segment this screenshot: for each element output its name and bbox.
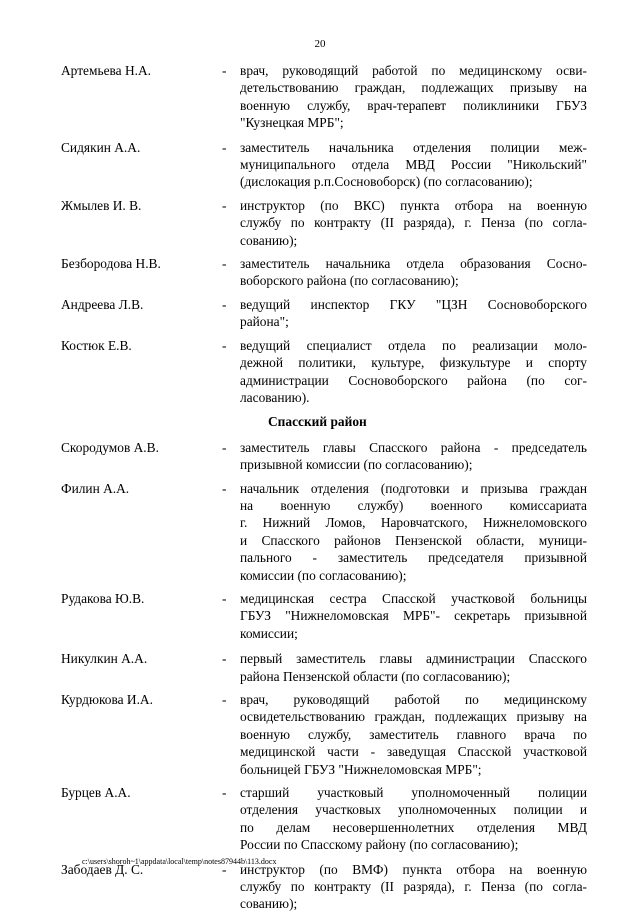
member-role [240,337,587,407]
role-line: первый заместитель главы администрации Спасского [240,651,587,667]
commission-member [0,691,640,778]
separator-dash: - [222,63,227,78]
member-name: Андреева Л.В. [61,296,144,312]
role-line: комиссии (по согласованию); [240,567,407,583]
role-line: ГБУЗ "Нижнеломовская МРБ"- секретарь призывной [240,608,587,624]
role-line: сованию); [240,232,298,248]
separator-dash: - [222,651,227,667]
file-path-footer: c:\users\shoroh~1\appdata\local\temp\notes87944b\113.docx [82,857,277,866]
member-name: Бурцев А.А. [61,785,131,801]
commission-member [0,139,640,191]
separator-dash: - [222,692,227,707]
separator-dash: - [222,337,227,353]
role-line: отделения участковых уполномоченных полиции и [240,802,587,818]
commission-list [0,62,640,913]
member-role [240,197,587,249]
role-line: детельствованию граждан, подлежащих призыву на [240,80,587,96]
role-line: военную службу, заместитель главного врача по [240,726,587,742]
separator-dash: - [222,197,227,213]
role-line: службу по контракту (II разряда), г. Пенза (по согла- [240,215,587,231]
role-line: сованию); [240,896,298,912]
role-line: района Пензенской области (по согласованию); [240,668,511,684]
role-line: медицинской части - заведущая Спасской участковой [240,744,587,760]
commission-member [0,197,640,249]
member-name: Сидякин А.А. [61,139,141,155]
commission-member [0,62,640,132]
separator-dash: - [222,785,227,801]
member-role [240,650,587,685]
separator-dash: - [222,256,227,272]
separator-dash: - [222,439,227,455]
member-name: Безбородова Н.В. [61,256,161,272]
role-line: больницей ГБУЗ "Нижнеломовская МРБ"; [240,761,482,777]
role-line: ведущий инспектор ГКУ "ЦЗН Сосновоборского [240,296,587,312]
commission-member [0,337,640,407]
member-name: Филин А.А. [61,480,130,496]
member-name: Скородумов А.В. [61,439,159,455]
role-line: призывной комиссии (по согласованию); [240,457,473,473]
role-line: ведущий специалист отдела по реализации моло- [240,337,587,353]
member-role [240,62,587,132]
role-line: "Кузнецкая МРБ"; [240,115,344,131]
section-heading: Спасский район [268,414,367,430]
member-role [240,139,587,191]
role-line: заместитель начальника отдела образования Сосно- [240,256,587,272]
member-role [240,861,587,913]
role-line: пального - заместитель председателя призывной [240,550,587,566]
role-line: инструктор (по ВКС) пункта отбора на военную [240,197,587,213]
commission-member [0,590,640,642]
role-line: ласованию). [240,389,310,405]
commission-member [0,784,640,854]
separator-dash: - [222,139,227,155]
member-name: Никулкин А.А. [61,651,148,667]
member-name: Артемьева Н.А. [61,63,151,78]
commission-member [0,255,640,290]
role-line: заместитель главы Спасского района - председатель [240,439,587,455]
role-line: воборского района (по согласованию); [240,273,459,289]
member-role [240,439,587,474]
role-line: (дислокация р.п.Сосновоборск) (по согласованию); [240,174,533,190]
member-name: Курдюкова И.А. [61,692,153,707]
commission-member [0,480,640,584]
page-number: 20 [314,38,326,50]
member-role [240,784,587,854]
member-list-spassk [0,439,640,913]
role-line: России по Спасскому району (по согласованию); [240,837,519,853]
separator-dash: - [222,590,227,606]
role-line: освидетельствованию граждан, подлежащих призыву на [240,709,587,725]
role-line: врач, руководящий работой по медицинскому [240,692,587,707]
separator-dash: - [222,861,227,877]
commission-member [0,296,640,331]
role-line: на военную службу) военного комиссариата [240,497,587,513]
role-line: дежной политики, культуре, физкультуре и спорту [240,355,587,371]
member-role [240,296,587,331]
member-role [240,691,587,778]
member-name: Жмылев И. В. [61,197,142,213]
separator-dash: - [222,480,227,496]
role-line: инструктор (по ВМФ) пункта отбора на военную [240,861,587,877]
member-name: Костюк Е.В. [61,337,132,353]
role-line: заместитель начальника отделения полиции меж- [240,139,587,155]
role-line: военную службу, врач-терапевт поликлиники ГБУЗ [240,97,587,113]
role-line: службу по контракту (II разряда), г. Пенза (по согла- [240,879,587,895]
role-line: и Спасского районов Пензенской области, муници- [240,532,587,548]
role-line: г. Нижний Ломов, Наровчатского, Нижнеломовского [240,515,587,531]
role-line: начальник отделения (подготовки и призыва граждан [240,480,587,496]
role-line: администрации Сосновоборского района (по сог- [240,372,587,388]
commission-member [0,861,640,913]
member-role [240,480,587,584]
commission-member [0,439,640,474]
member-name: Рудакова Ю.В. [61,590,145,606]
role-line: муниципального отдела МВД России "Никольский" [240,157,587,173]
member-name: Забодаев Д. С. [61,861,144,877]
commission-member [0,650,640,685]
role-line: медицинская сестра Спасской участковой больницы [240,590,587,606]
role-line: района"; [240,314,289,330]
separator-dash: - [222,296,227,312]
role-line: комиссии; [240,625,298,641]
member-role [240,590,587,642]
role-line: по делам несовершеннолетних отделения МВД [240,819,587,835]
role-line: врач, руководящий работой по медицинскому осви- [240,63,587,78]
member-role [240,255,587,290]
role-line: старший участковый уполномоченный полиции [240,785,587,801]
member-list-sosnovoborsk [0,62,640,406]
